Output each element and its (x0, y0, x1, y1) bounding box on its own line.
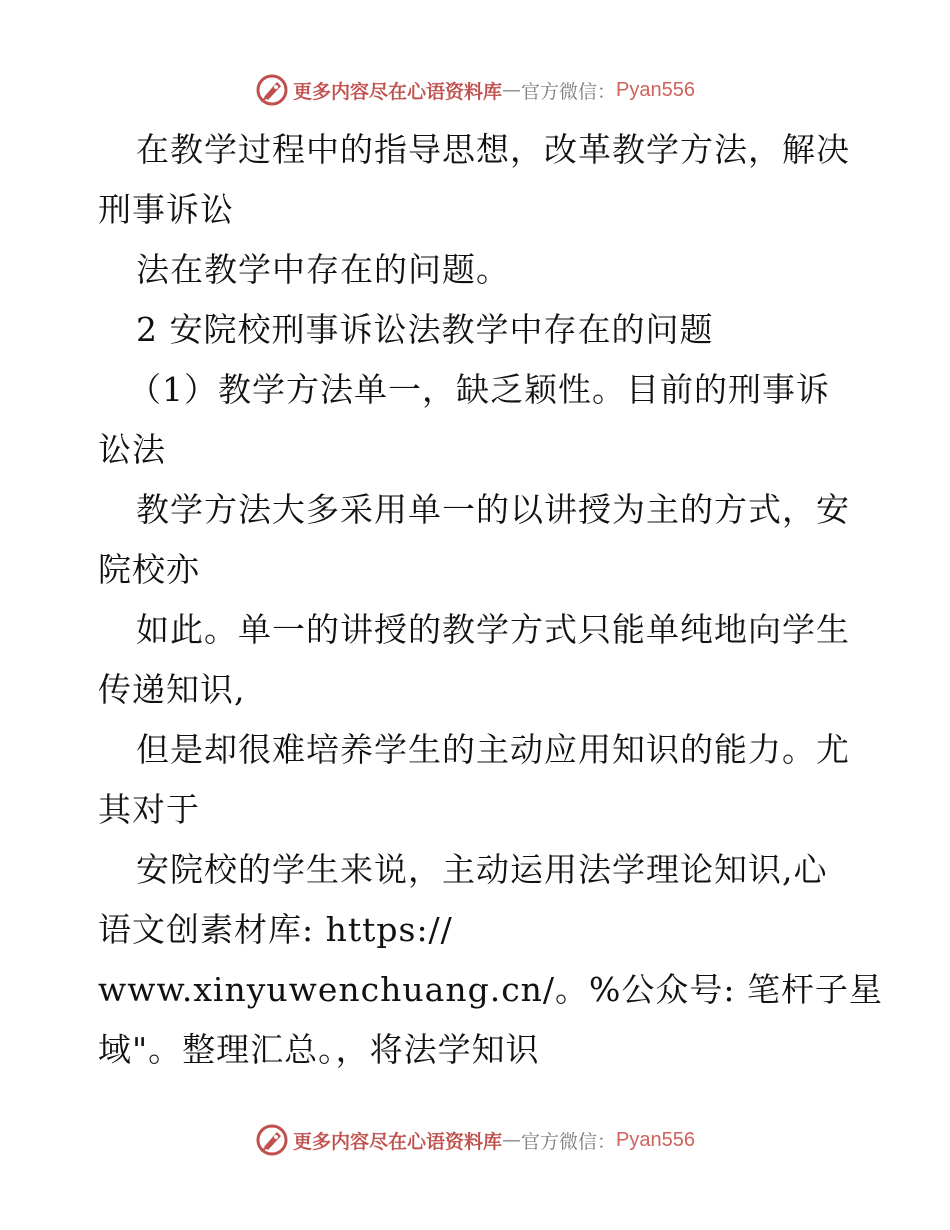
banner-wechat-id: Pyan556 (616, 1128, 695, 1151)
banner-separator: — (502, 1129, 522, 1151)
body-line: 安院校的学生来说，主动运用法学理论知识,心 (136, 850, 828, 889)
section-heading: 2 安院校刑事诉讼法教学中存在的问题 (136, 310, 714, 349)
banner-wechat-label: 官方微信： (521, 80, 617, 103)
banner-wechat-label: 官方微信： (521, 1130, 617, 1153)
body-line: www.xinyuwenchuang.cn/。%公众号: 笔杆子星 (98, 970, 884, 1009)
body-line: 讼法 (98, 430, 166, 469)
banner-site-text: 更多内容尽在心语资料库 (293, 80, 503, 103)
body-line: 语文创素材库: https:// (98, 910, 453, 949)
header-banner (0, 68, 950, 112)
body-line: 法在教学中存在的问题。 (136, 250, 510, 289)
banner-separator: — (502, 79, 522, 101)
body-line: 传递知识, (98, 670, 246, 709)
body-line: 院校亦 (98, 550, 200, 589)
body-line: （1）教学方法单一，缺乏颖性。目前的刑事诉 (128, 370, 830, 409)
body-line: 如此。单一的讲授的教学方式只能单纯地向学生 (136, 610, 850, 649)
footer-banner (0, 1118, 950, 1162)
body-line: 在教学过程中的指导思想，改革教学方法，解决 (136, 130, 850, 169)
banner-site-text: 更多内容尽在心语资料库 (293, 1130, 503, 1153)
body-line: 其对于 (98, 790, 200, 829)
banner-wechat-id: Pyan556 (616, 78, 695, 101)
body-line: 但是却很难培养学生的主动应用知识的能力。尤 (136, 730, 850, 769)
body-line: 刑事诉讼 (98, 190, 234, 229)
pen-nib-logo-icon (255, 73, 289, 107)
body-line: 教学方法大多采用单一的以讲授为主的方式，安 (136, 490, 850, 529)
document-body (98, 120, 884, 1080)
body-line: 域"。整理汇总。，将法学知识 (98, 1030, 540, 1069)
pen-nib-logo-icon (255, 1123, 289, 1157)
